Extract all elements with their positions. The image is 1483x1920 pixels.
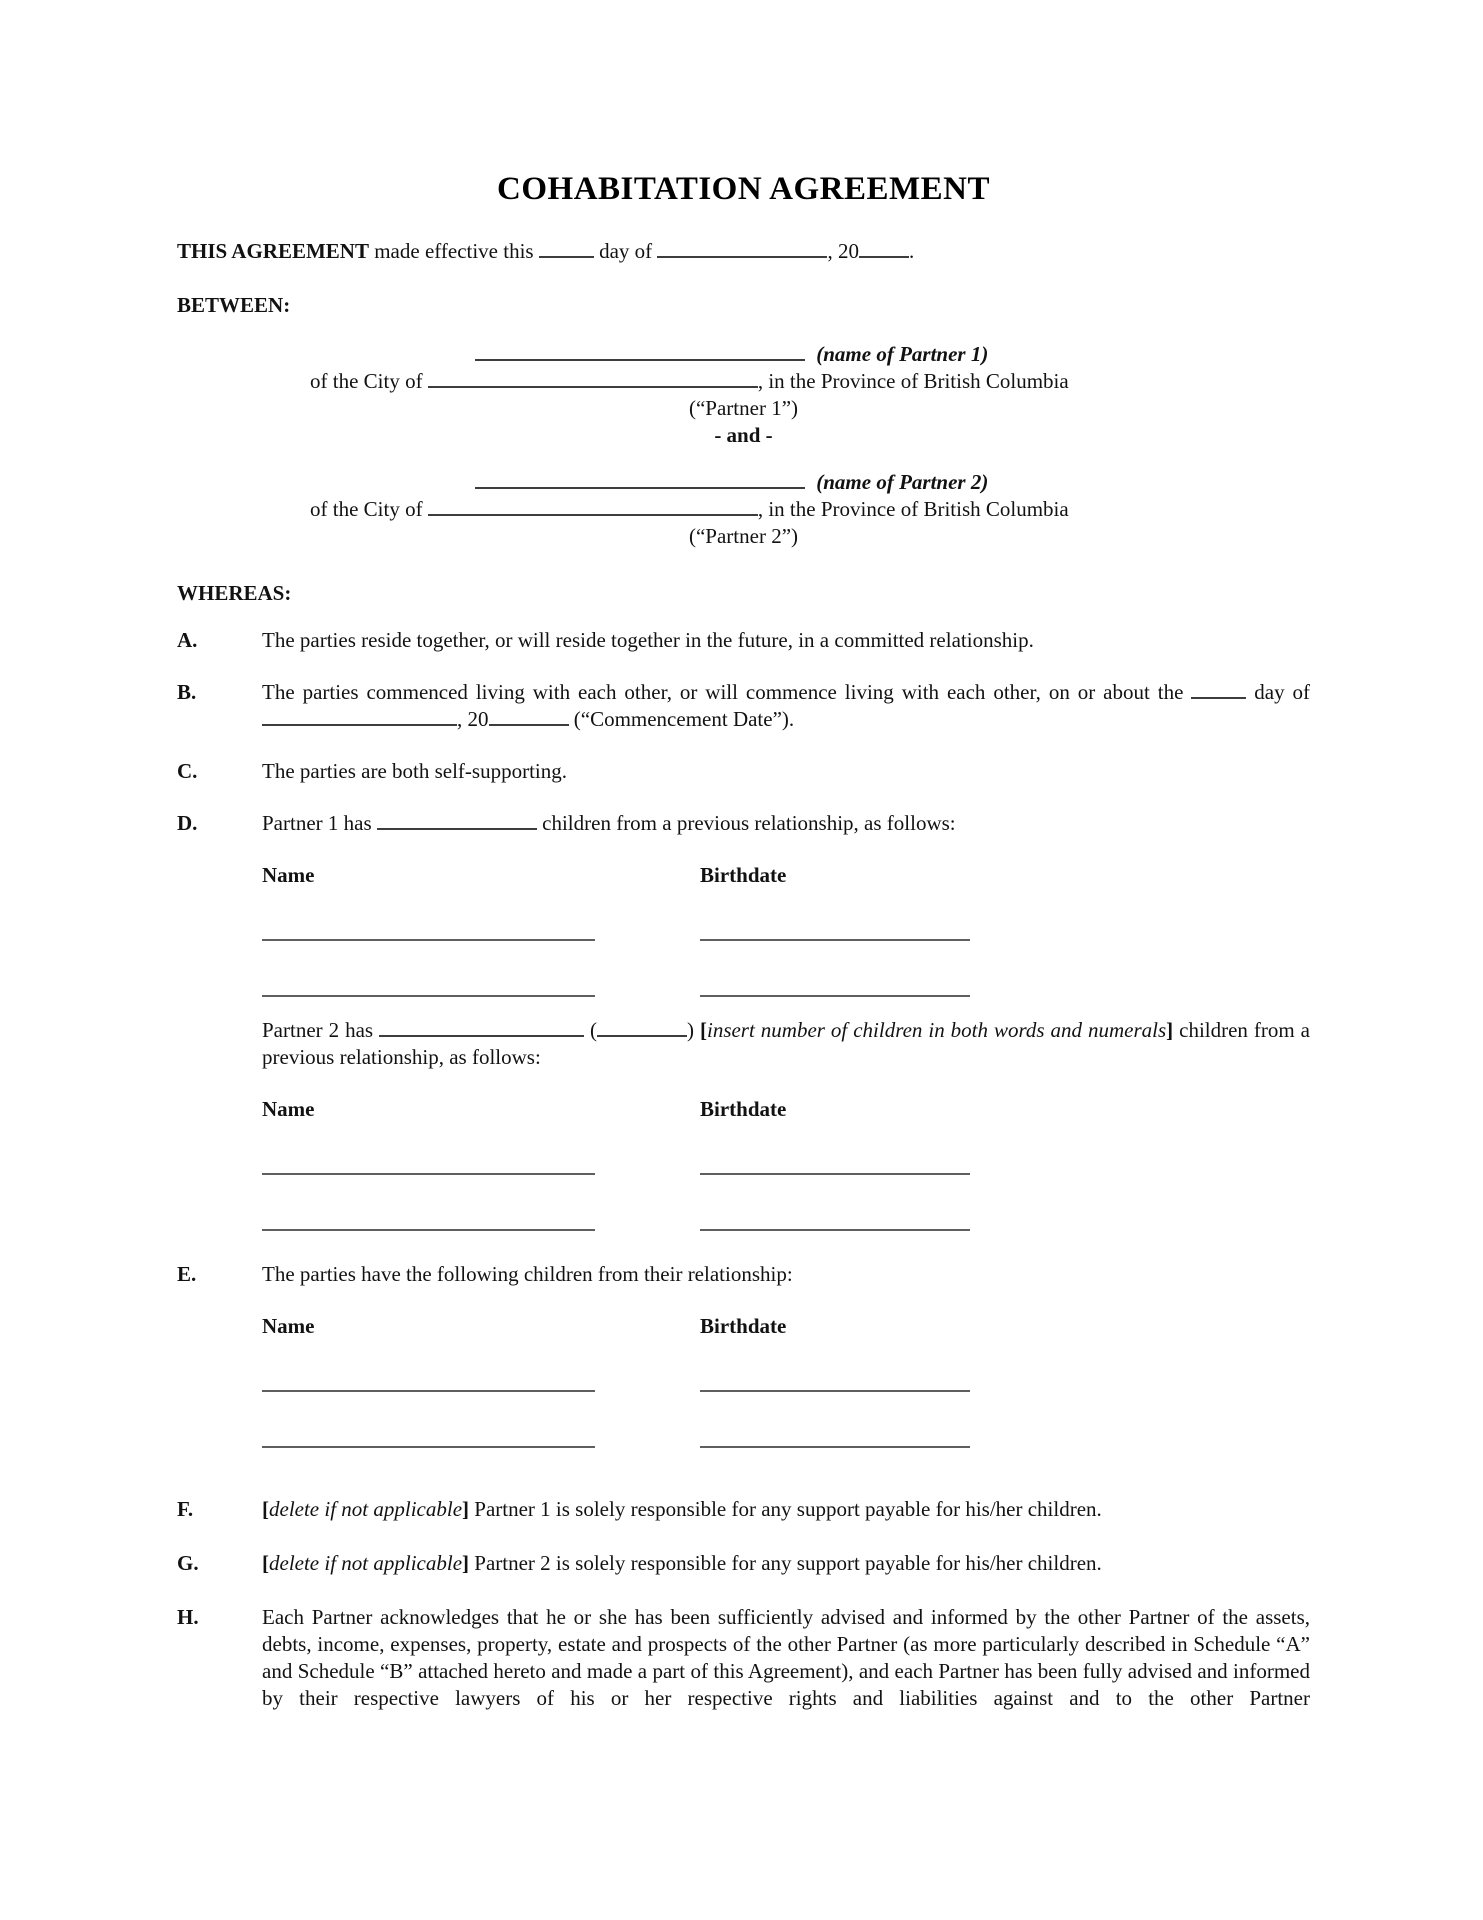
fill-in-blank xyxy=(657,241,827,258)
children-table-header xyxy=(262,1096,1310,1123)
party1-city-blank xyxy=(428,371,758,388)
children-table xyxy=(262,1096,1310,1231)
whereas-label: WHEREAS: xyxy=(177,581,292,605)
recital-letter: G. xyxy=(177,1551,199,1575)
text-segment: THIS AGREEMENT xyxy=(177,239,369,263)
fill-in-blank xyxy=(489,709,569,726)
recital-text xyxy=(262,679,1310,733)
fill-in-blank xyxy=(539,241,594,258)
fill-in-blank xyxy=(597,1020,687,1037)
party1-alias: (“Partner 1”) xyxy=(688,396,799,420)
recital-letter: D. xyxy=(177,811,198,835)
column-header-birthdate: Birthdate xyxy=(700,863,787,887)
recital-item xyxy=(177,758,1310,785)
text-segment: , 20 xyxy=(457,707,489,731)
text-segment: insert number of children in both words and numerals xyxy=(706,1018,1167,1042)
name-blank-line xyxy=(262,1123,595,1175)
recital-item xyxy=(177,1604,1310,1712)
text-segment: day of xyxy=(593,239,658,263)
recitals-list xyxy=(177,627,1310,1712)
children-table-header xyxy=(262,1313,1310,1340)
text-segment: . xyxy=(908,239,915,263)
recital-letter: H. xyxy=(177,1605,199,1629)
text-segment: Partner 2 has xyxy=(262,1018,380,1042)
birthdate-blank-line xyxy=(700,889,970,941)
recital-letter: E. xyxy=(177,1262,197,1286)
blank-row xyxy=(262,1392,1310,1448)
text-segment: ] xyxy=(462,1551,470,1575)
text-segment: The parties reside together, or will reside together in the future, in a committed relationship. xyxy=(262,628,1034,652)
text-segment: ( xyxy=(584,1018,598,1042)
recital-item xyxy=(177,810,1310,997)
blank-row xyxy=(262,1340,1310,1392)
text-segment: ] xyxy=(462,1497,470,1521)
party-block-1 xyxy=(177,341,1310,422)
recital-item xyxy=(177,1496,1310,1523)
party1-city-line xyxy=(310,368,1310,395)
party2-alias: (“Partner 2”) xyxy=(688,524,799,548)
children-table xyxy=(262,862,1310,997)
birthdate-blank-line xyxy=(700,941,970,997)
blank-row xyxy=(262,889,1310,941)
birthdate-blank-line xyxy=(700,1123,970,1175)
party2-city-line xyxy=(310,496,1310,523)
fill-in-blank xyxy=(379,1020,584,1037)
blank-row xyxy=(262,1175,1310,1231)
text-segment: , 20 xyxy=(827,239,859,263)
text-segment: delete if not applicable xyxy=(269,1551,463,1575)
birthdate-blank-line xyxy=(700,1175,970,1231)
birthdate-blank-line xyxy=(700,1392,970,1448)
recital-text xyxy=(262,810,1310,837)
party2-city-suffix: , in the Province of British Columbia xyxy=(757,497,1069,521)
party1-city-prefix: of the City of xyxy=(310,369,428,393)
column-header-name: Name xyxy=(262,1314,315,1338)
party2-name-blank xyxy=(475,472,805,489)
fill-in-blank xyxy=(377,813,537,830)
text-segment: The parties are both self-supporting. xyxy=(262,759,567,783)
text-segment: [ xyxy=(699,1018,707,1042)
text-segment: Partner 2 is solely responsible for any support payable for his/her children. xyxy=(469,1551,1102,1575)
text-segment: [ xyxy=(262,1551,269,1575)
text-segment: Partner 1 has xyxy=(262,811,377,835)
birthdate-blank-line xyxy=(700,1340,970,1392)
party2-city-blank xyxy=(428,499,758,516)
fill-in-blank xyxy=(262,709,457,726)
recital-text xyxy=(262,1261,1310,1288)
party1-name-blank xyxy=(475,344,805,361)
party2-city-prefix: of the City of xyxy=(310,497,428,521)
name-blank-line xyxy=(262,941,595,997)
party2-name-line xyxy=(475,469,1310,496)
recital-letter: C. xyxy=(177,759,198,783)
recital-item xyxy=(177,1261,1310,1448)
text-segment: Partner 1 is solely responsible for any support payable for his/her children. xyxy=(469,1497,1102,1521)
recital-text xyxy=(262,1496,1310,1523)
name-blank-line xyxy=(262,889,595,941)
intro-paragraph xyxy=(177,238,1310,265)
text-segment: (“Commencement Date”). xyxy=(568,707,795,731)
text-segment: children from a previous relationship, as follows: xyxy=(536,811,956,835)
name-blank-line xyxy=(262,1392,595,1448)
recital-letter: B. xyxy=(177,680,197,704)
text-segment: day of xyxy=(1246,680,1310,704)
recital-text xyxy=(262,1604,1310,1712)
children-table xyxy=(262,1313,1310,1448)
text-segment: Each Partner acknowledges that he or she has been sufficiently advised and informed by the other Partner of the assets, debts, income, expenses, property, estate and prospects of the other Partner (as more particularly described in Schedule “A” and Schedule “B” attached hereto and made a part of this Agreement), and each Partner has been fully advised and informed by their respective lawyers of his or her respective rights and liabilities against and to the other Partner xyxy=(262,1605,1310,1710)
document-content xyxy=(177,0,1310,1712)
recital-letter: F. xyxy=(177,1497,194,1521)
recital-text xyxy=(262,758,1310,785)
recital-text xyxy=(262,1017,1310,1071)
party2-name-hint: (name of Partner 2) xyxy=(816,470,989,494)
text-segment: ] xyxy=(1166,1018,1174,1042)
text-segment: delete if not applicable xyxy=(269,1497,463,1521)
text-segment: The parties commenced living with each other, or will commence living with each other, on or about the xyxy=(262,680,1192,704)
column-header-birthdate: Birthdate xyxy=(700,1314,787,1338)
recital-letter: A. xyxy=(177,628,198,652)
name-blank-line xyxy=(262,1175,595,1231)
blank-row xyxy=(262,1123,1310,1175)
column-header-birthdate: Birthdate xyxy=(700,1097,787,1121)
between-label: BETWEEN: xyxy=(177,293,291,317)
recital-text xyxy=(262,627,1310,654)
fill-in-blank xyxy=(859,241,909,258)
party1-city-suffix: , in the Province of British Columbia xyxy=(757,369,1069,393)
party-block-2 xyxy=(177,469,1310,550)
column-header-name: Name xyxy=(262,1097,315,1121)
fill-in-blank xyxy=(1191,682,1246,699)
text-segment: [ xyxy=(262,1497,269,1521)
column-header-name: Name xyxy=(262,863,315,887)
party1-name-hint: (name of Partner 1) xyxy=(816,342,989,366)
recital-item xyxy=(177,627,1310,654)
recital-item xyxy=(177,1550,1310,1577)
children-table-header xyxy=(262,862,1310,889)
name-blank-line xyxy=(262,1340,595,1392)
text-segment: made effective this xyxy=(368,239,539,263)
text-segment: children from a previous relationship, as follows: xyxy=(262,1018,1310,1069)
recital-text xyxy=(262,1550,1310,1577)
document-title: COHABITATION AGREEMENT xyxy=(497,171,990,207)
text-segment: ) xyxy=(687,1018,700,1042)
recital-item xyxy=(177,1017,1310,1231)
text-segment: The parties have the following children from their relationship: xyxy=(262,1262,793,1286)
recital-item xyxy=(177,679,1310,733)
and-separator: - and - xyxy=(714,423,773,447)
blank-row xyxy=(262,941,1310,997)
party1-name-line xyxy=(475,341,1310,368)
